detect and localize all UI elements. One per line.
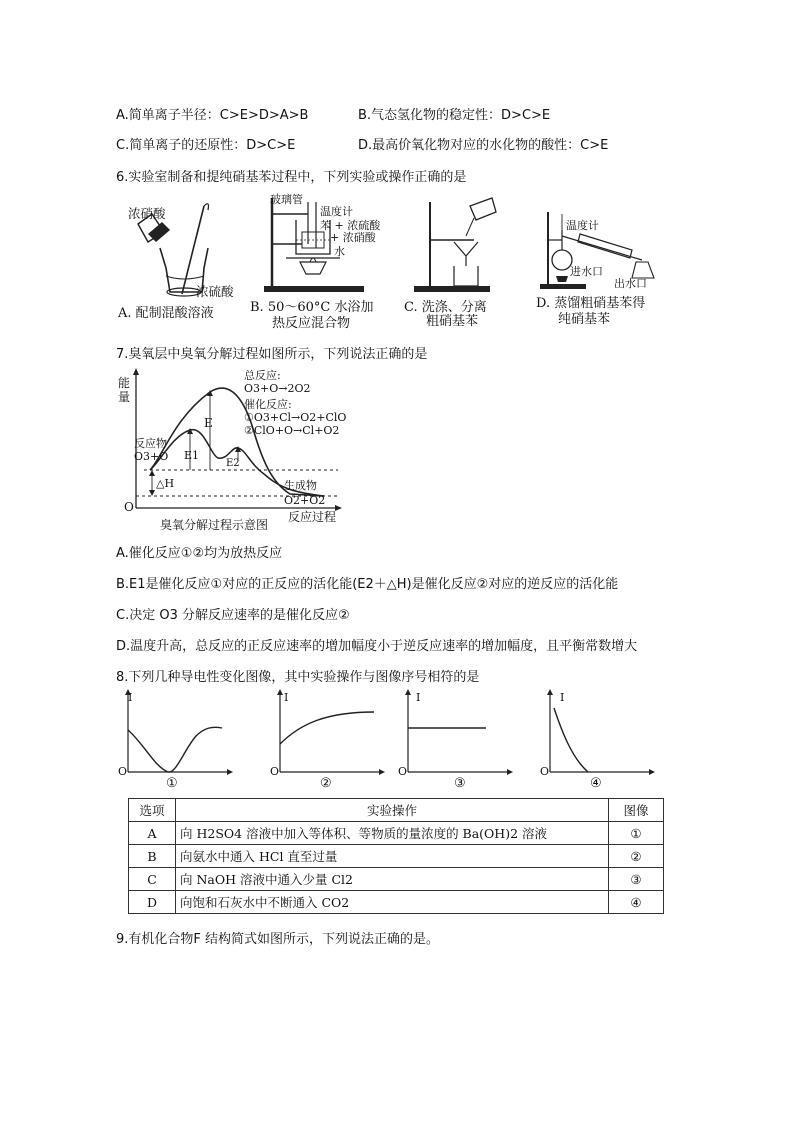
header-operation: 实验操作 bbox=[176, 799, 609, 822]
activation-energy-e-label: E bbox=[204, 416, 213, 430]
q7-option-a: A.催化反应①②均为放热反应 bbox=[116, 546, 283, 561]
q8-graph-3 bbox=[394, 688, 514, 794]
q8-options-table bbox=[128, 798, 664, 914]
graph-1-y-label: I bbox=[128, 691, 133, 704]
q5-option-c: C.简单离子的还原性：D>C>E bbox=[116, 138, 296, 153]
header-image: 图像 bbox=[609, 799, 664, 822]
graph-4-label: ④ bbox=[590, 776, 602, 791]
x-axis-label: 反应过程 bbox=[288, 510, 337, 524]
q6-stem: 6.实验室制备和提纯硝基苯过程中，下列实验或操作正确的是 bbox=[116, 170, 467, 185]
catalytic-reaction-title: 催化反应: bbox=[244, 398, 292, 411]
table-row bbox=[129, 891, 664, 914]
conductivity-graph-3 bbox=[394, 688, 514, 778]
row-option: D bbox=[129, 891, 176, 914]
caption-fig-a: A. 配制混酸溶液 bbox=[118, 306, 214, 321]
graph-4-origin: O bbox=[540, 765, 550, 778]
label-glass-tube: 玻璃管 bbox=[270, 193, 303, 206]
row-image: ② bbox=[609, 845, 664, 868]
q7-energy-diagram bbox=[114, 366, 346, 530]
graph-3-label: ③ bbox=[454, 776, 466, 791]
q9-stem: 9.有机化合物F 结构简式如图所示，下列说法正确的是。 bbox=[116, 932, 440, 947]
total-reaction-title: 总反应: bbox=[244, 369, 281, 382]
q7-option-b: B.E1是催化反应①对应的正反应的活化能(E2＋△H)是催化反应②对应的逆反应的活化能 bbox=[116, 577, 619, 592]
table-row bbox=[129, 822, 664, 845]
activation-energy-e2-label: E2 bbox=[226, 458, 240, 469]
label-water: 水 bbox=[334, 245, 345, 258]
q7-option-c: C.决定 O3 分解反应速率的是催化反应② bbox=[116, 608, 350, 623]
row-option: B bbox=[129, 845, 176, 868]
label-conc-sulfuric-acid: 浓硫酸 bbox=[196, 284, 234, 299]
reactant-label: 反应物 bbox=[134, 437, 167, 450]
table-row bbox=[129, 845, 664, 868]
label-thermometer: 温度计 bbox=[320, 205, 353, 218]
q6-figure-c bbox=[404, 196, 504, 332]
q5-option-b: B.气态氢化物的稳定性：D>C>E bbox=[358, 108, 551, 123]
conductivity-graph-4 bbox=[536, 688, 656, 778]
q5-option-d: D.最高价氧化物对应的水化物的酸性：C>E bbox=[358, 138, 609, 153]
q7-stem: 7.臭氧层中臭氧分解过程如图所示，下列说法正确的是 bbox=[116, 347, 428, 362]
row-operation: 向饱和石灰水中不断通入 CO2 bbox=[176, 891, 609, 914]
header-option: 选项 bbox=[129, 799, 176, 822]
graph-2-y-label: I bbox=[284, 691, 289, 704]
table-header-row bbox=[129, 799, 664, 822]
q7-diagram-caption: 臭氧分解过程示意图 bbox=[160, 518, 269, 532]
q5-option-a: A.简单离子半径：C>E>D>A>B bbox=[116, 108, 309, 123]
reactant-formula: O3+O bbox=[134, 450, 169, 463]
catalytic-equation-2: ②ClO+O→Cl+O2 bbox=[244, 424, 340, 437]
row-image: ① bbox=[609, 822, 664, 845]
q6-figure-a bbox=[118, 196, 248, 328]
q8-graph-1 bbox=[114, 688, 234, 794]
caption-fig-c-line2: 粗硝基苯 bbox=[426, 314, 479, 329]
row-option: A bbox=[129, 822, 176, 845]
caption-fig-d-line2: 纯硝基苯 bbox=[558, 312, 611, 327]
label-plus-nitric: + 浓硝酸 bbox=[330, 231, 376, 244]
q6-figure-b bbox=[250, 193, 386, 332]
row-operation: 向 NaOH 溶液中通入少量 Cl2 bbox=[176, 868, 609, 891]
product-label: 生成物 O2+O2 bbox=[284, 479, 326, 507]
caption-fig-b-line1: B. 50～60°C 水浴加 bbox=[250, 300, 374, 315]
table-row bbox=[129, 868, 664, 891]
caption-fig-c-line1: C. 洗涤、分离 bbox=[404, 300, 487, 315]
label-water-outlet: 出水口 bbox=[614, 277, 647, 290]
caption-fig-d-line1: D. 蒸馏粗硝基苯得 bbox=[536, 296, 646, 311]
graph-2-origin: O bbox=[270, 765, 280, 778]
y-axis-label-2: 量 bbox=[118, 390, 131, 404]
q8-graph-4 bbox=[536, 688, 656, 794]
row-image: ③ bbox=[609, 868, 664, 891]
graph-2-label: ② bbox=[320, 776, 332, 791]
q7-option-d: D.温度升高，总反应的正反应速率的增加幅度小于逆反应速率的增加幅度，且平衡常数增大 bbox=[116, 639, 638, 654]
activation-energy-e1-label: E1 bbox=[184, 449, 200, 462]
caption-fig-b-line2: 热反应混合物 bbox=[272, 316, 351, 331]
separating-funnel-illustration bbox=[404, 196, 504, 296]
label-conc-nitric-acid: 浓硝酸 bbox=[128, 206, 166, 221]
row-option: C bbox=[129, 868, 176, 891]
label-thermometer-d: 温度计 bbox=[566, 219, 599, 232]
y-axis-label-1: 能 bbox=[118, 376, 131, 390]
graph-3-origin: O bbox=[398, 765, 408, 778]
graph-1-origin: O bbox=[118, 765, 128, 778]
row-image: ④ bbox=[609, 891, 664, 914]
q8-graph-2 bbox=[266, 688, 386, 794]
water-bath-apparatus-illustration bbox=[250, 196, 386, 296]
row-operation: 向氨水中通入 HCl 直至过量 bbox=[176, 845, 609, 868]
graph-3-y-label: I bbox=[416, 691, 421, 704]
graph-4-y-label: I bbox=[560, 691, 565, 704]
row-operation: 向 H2SO4 溶液中加入等体积、等物质的量浓度的 Ba(OH)2 溶液 bbox=[176, 822, 609, 845]
q8-stem: 8.下列几种导电性变化图像，其中实验操作与图像序号相符的是 bbox=[116, 670, 480, 685]
graph-1-label: ① bbox=[166, 776, 178, 791]
label-benzene-sulfuric: 苯 + 浓硫酸 bbox=[320, 219, 381, 232]
q6-figure-d bbox=[536, 206, 666, 336]
total-reaction-equation: O3+O→2O2 bbox=[244, 382, 311, 395]
catalytic-equation-1: ①O3+Cl→O2+ClO bbox=[244, 411, 347, 424]
origin-label: O bbox=[124, 500, 134, 514]
label-water-inlet: 进水口 bbox=[570, 265, 603, 278]
enthalpy-change-label: △H bbox=[156, 477, 175, 490]
